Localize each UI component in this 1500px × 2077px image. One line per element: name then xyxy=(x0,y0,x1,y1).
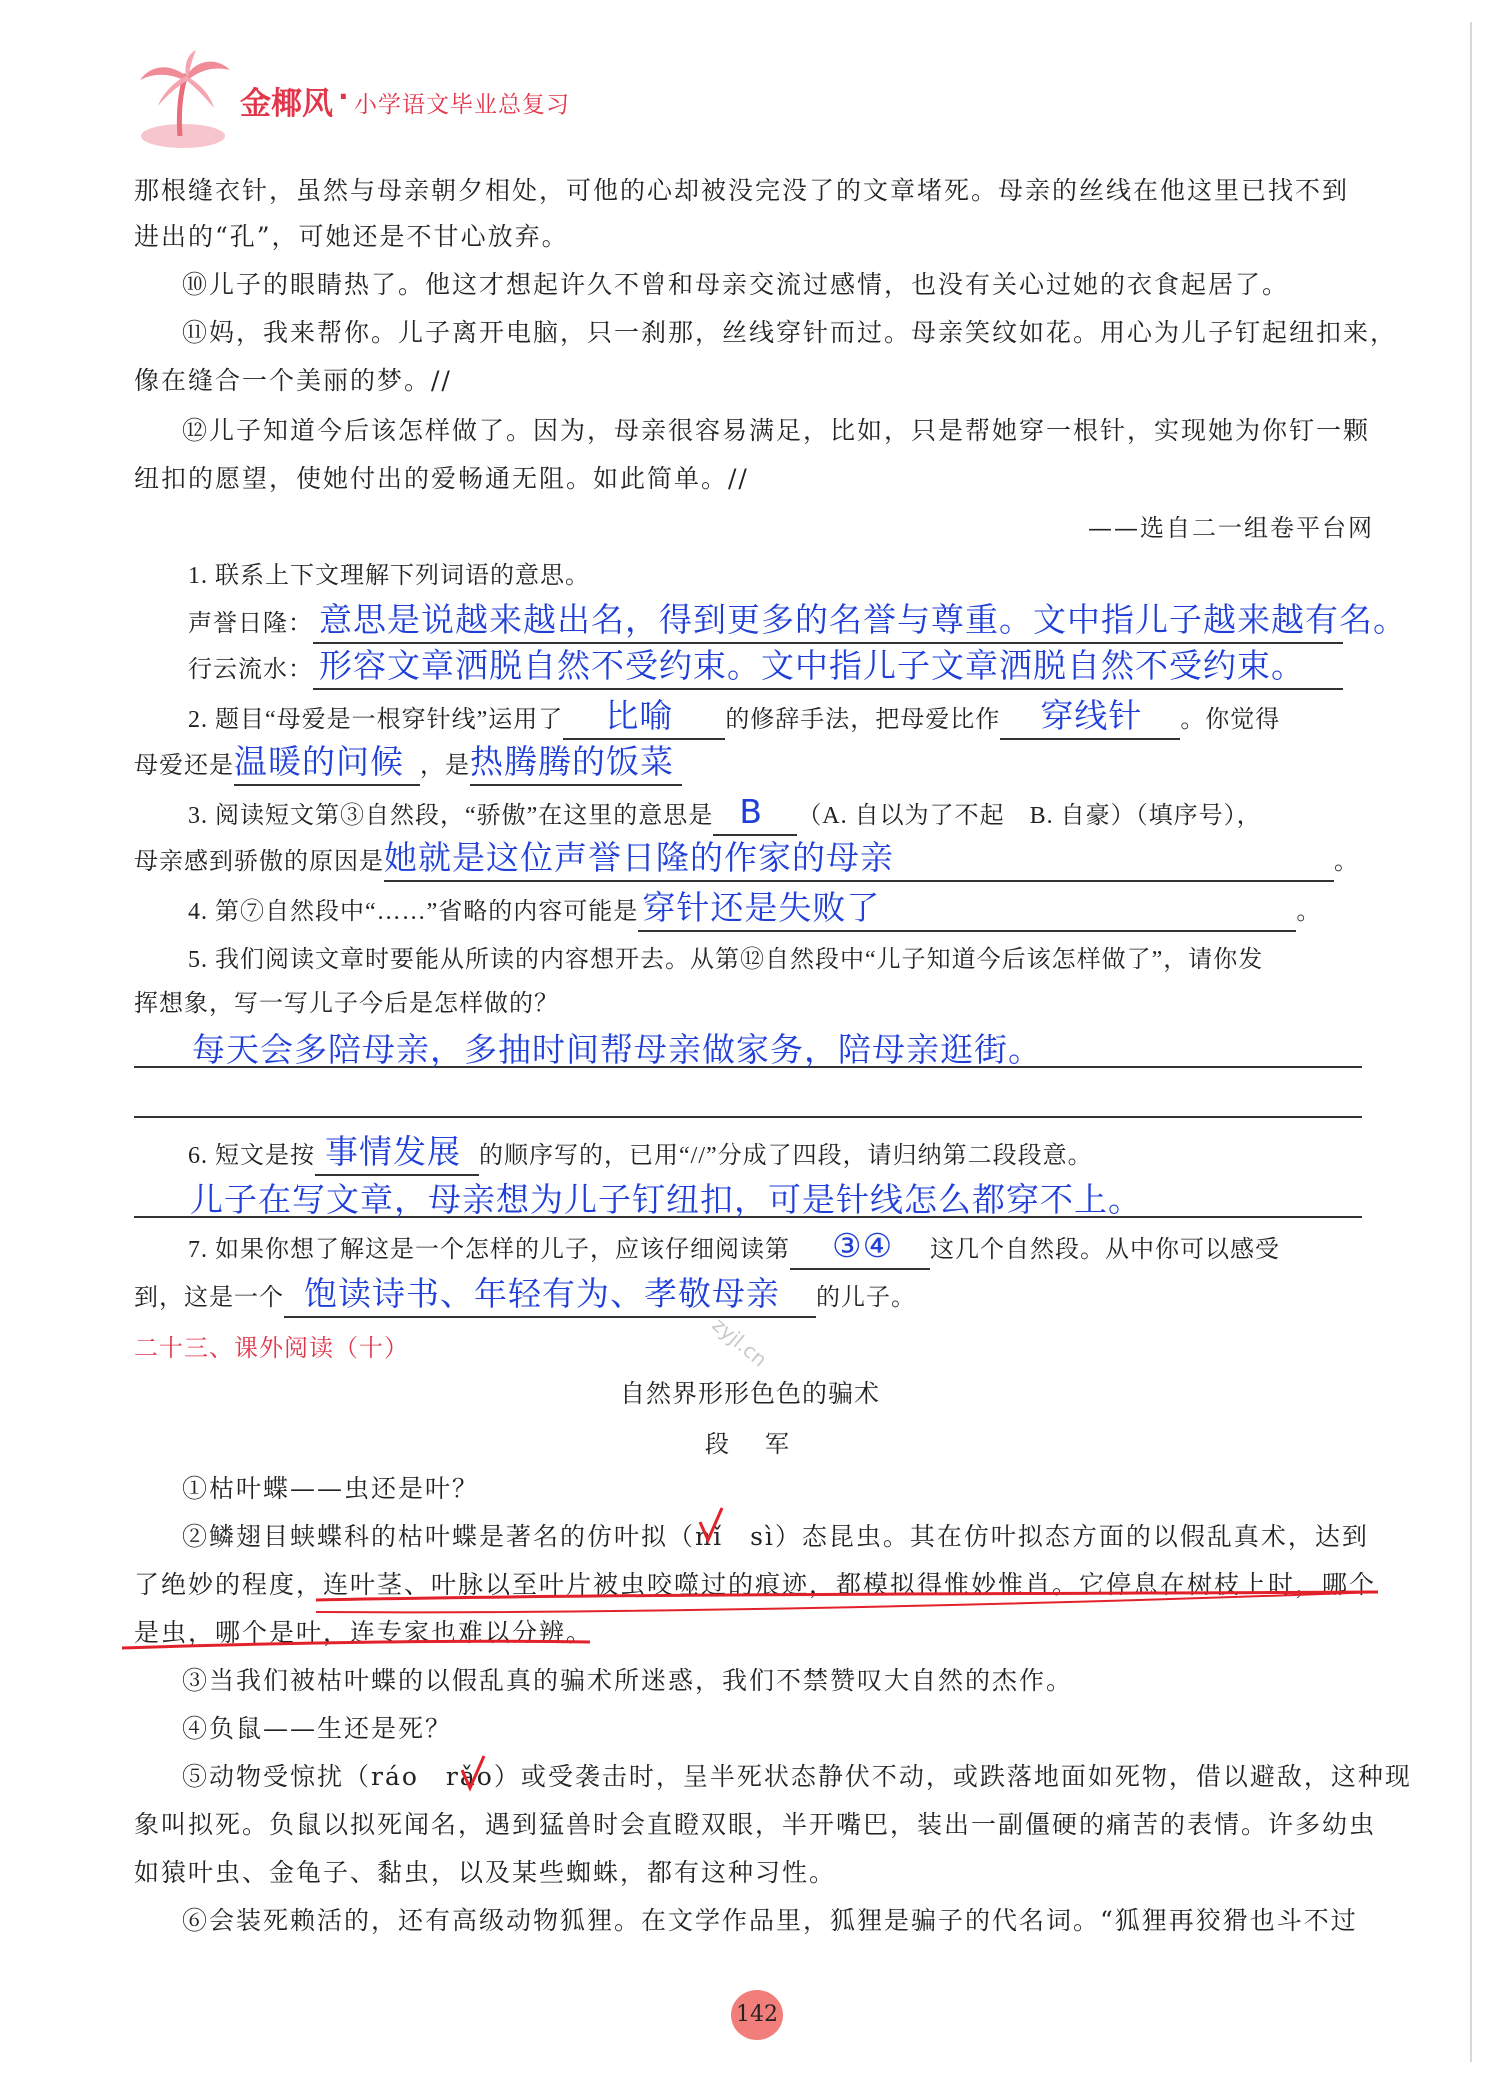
q7-blank-2[interactable] xyxy=(284,1276,816,1318)
q4-text-1: 4. 第⑦自然段中“……”省略的内容可能是 xyxy=(188,899,639,925)
passage1-line-4: ⑪妈，我来帮你。儿子离开电脑，只一刹那，丝线穿针而过。母亲笑纹如花。用心为儿子钉起纽扣来， xyxy=(182,318,1398,347)
q1-blank-b[interactable] xyxy=(313,648,1343,690)
q1-label-b: 行云流水： xyxy=(188,657,313,683)
q6-row-1 xyxy=(188,1134,1093,1176)
header xyxy=(128,50,668,150)
q3-answer-2: 她就是这位声誉日隆的作家的母亲 xyxy=(384,838,894,877)
q5-answer: 每天会多陪母亲，多抽时间帮母亲做家务，陪母亲逛街。 xyxy=(192,1030,1042,1069)
q2-row-1 xyxy=(188,698,1280,740)
q1-stem: 1. 联系上下文理解下列词语的意思。 xyxy=(188,563,590,589)
q4-answer: 穿针还是失败了 xyxy=(642,888,881,927)
q2-blank-2[interactable] xyxy=(1000,698,1180,740)
q6-answer-1: 事情发展 xyxy=(325,1132,461,1171)
q2-answer-1: 比喻 xyxy=(605,696,674,735)
passage2-line-9: 如猿叶虫、金龟子、黏虫，以及某些蜘蛛，都有这种习性。 xyxy=(134,1858,837,1887)
q4-blank[interactable] xyxy=(638,890,1296,932)
article-title: 自然界形形色色的骗术 xyxy=(619,1379,880,1408)
q7-row-2 xyxy=(134,1276,916,1318)
q3-answer-1: B xyxy=(739,792,763,831)
q6-text-2: 的顺序写的，已用“//”分成了四段，请归纳第二段段意。 xyxy=(479,1143,1093,1169)
q1-answer-b: 形容文章洒脱自然不受约束。文中指儿子文章洒脱自然不受约束。 xyxy=(319,646,1305,685)
q1-label-a: 声誉日隆： xyxy=(188,611,313,637)
passage2-line-3: 了绝妙的程度，连叶茎、叶脉以至叶片被虫咬噬过的痕迹，都模拟得惟妙惟肖。它停息在树枝上时，哪个 xyxy=(134,1570,1377,1599)
q3-text-2: （A. 自以为了不起 B. 自豪）（填序号）， xyxy=(797,803,1262,829)
header-subtitle: 小学语文毕业总复习 xyxy=(354,92,570,118)
q2-blank-1[interactable] xyxy=(563,698,725,740)
q7-text-1: 7. 如果你想了解这是一个怎样的儿子，应该仔细阅读第 xyxy=(188,1237,790,1263)
q2-answer-2: 穿线针 xyxy=(1040,696,1143,735)
q6-blank-1[interactable] xyxy=(315,1134,479,1176)
q2-blank-4[interactable] xyxy=(470,744,682,786)
article-author: 段 军 xyxy=(705,1430,795,1458)
q2-blank-3[interactable] xyxy=(234,744,420,786)
q2-text-3: 。你觉得 xyxy=(1180,707,1281,733)
passage2-line-2: ②鳞翅目蛱蝶科的枯叶蝶是著名的仿叶拟（nǐ sì）态昆虫。其在仿叶拟态方面的以假乱真术，达到 xyxy=(182,1522,1369,1551)
passage2-line-1: ①枯叶蝶——虫还是叶？ xyxy=(182,1474,480,1503)
q6-text-1: 6. 短文是按 xyxy=(188,1143,315,1169)
q3-row-1 xyxy=(188,794,1262,836)
passage2-line-6: ④负鼠——生还是死？ xyxy=(182,1714,453,1743)
q3-row-2 xyxy=(134,840,1359,882)
passage1-line-2: 进出的“孔”，可她还是不甘心放弃。 xyxy=(134,222,569,251)
brand-dot: · xyxy=(338,80,349,113)
q7-blank-1[interactable] xyxy=(790,1228,930,1270)
q1-blank-a[interactable] xyxy=(313,600,1407,644)
passage1-line-5: 像在缝合一个美丽的梦。// xyxy=(134,366,452,395)
q7-text-3: 到，这是一个 xyxy=(134,1285,284,1311)
passage2-line-5: ③当我们被枯叶蝶的以假乱真的骗术所迷惑，我们不禁赞叹大自然的杰作。 xyxy=(182,1666,1074,1695)
passage1-line-7: 纽扣的愿望，使她付出的爱畅通无阻。如此简单。// xyxy=(134,464,749,493)
q4-text-2: 。 xyxy=(1296,899,1322,925)
passage1-line-3: ⑩儿子的眼睛热了。他这才想起许久不曾和母亲交流过感情，也没有关心过她的衣食起居了。 xyxy=(182,270,1290,299)
section-heading: 二十三、课外阅读（十） xyxy=(134,1334,409,1362)
q7-text-2: 这几个自然段。从中你可以感受 xyxy=(930,1237,1280,1263)
q4-row xyxy=(188,890,1321,932)
q1-row-b xyxy=(188,648,1343,690)
q2-text-4: 母爱还是 xyxy=(134,753,234,779)
q2-text-5: ，是 xyxy=(420,753,470,779)
passage1-line-6: ⑫儿子知道今后该怎样做了。因为，母亲很容易满足，比如，只是帮她穿一根针，实现她为你钉一颗 xyxy=(182,416,1371,445)
q2-row-2 xyxy=(134,744,682,786)
q2-text-1: 2. 题目“母爱是一根穿针线”运用了 xyxy=(188,707,564,733)
q5-answer-line-2[interactable] xyxy=(134,1116,1362,1118)
q2-text-2: 的修辞手法，把母爱比作 xyxy=(725,707,1001,733)
passage2-line-8: 象叫拟死。负鼠以拟死闻名，遇到猛兽时会直瞪双眼，半开嘴巴，装出一副僵硬的痛苦的表情。许多幼虫 xyxy=(134,1810,1377,1839)
q1-row-a xyxy=(188,600,1407,644)
q3-blank-2[interactable] xyxy=(384,840,1334,882)
page-edge xyxy=(1470,22,1482,2062)
q5-stem-1: 5. 我们阅读文章时要能从所读的内容想开去。从第⑫自然段中“儿子知道今后该怎样做了”，请你发 xyxy=(188,947,1264,973)
q3-text-3: 母亲感到骄傲的原因是 xyxy=(134,849,384,875)
passage1-line-1: 那根缝衣针，虽然与母亲朝夕相处，可他的心却被没完没了的文章堵死。母亲的丝线在他这里已找不到 xyxy=(134,176,1350,205)
q3-text-1: 3. 阅读短文第③自然段，“骄傲”在这里的意思是 xyxy=(188,803,714,829)
source-citation: ——选自二一组卷平台网 xyxy=(1088,514,1374,542)
q1-answer-a: 意思是说越来越出名，得到更多的名誉与尊重。文中指儿子越来越有名。 xyxy=(319,600,1407,639)
brand-name: 金椰风 xyxy=(240,86,333,122)
q3-blank-1[interactable] xyxy=(713,794,797,836)
q7-answer-1: ③④ xyxy=(832,1226,894,1265)
q3-text-4: 。 xyxy=(1334,849,1359,875)
passage2-line-4: 是虫，哪个是叶，连专家也难以分辨。 xyxy=(134,1618,594,1647)
q2-answer-4: 热腾腾的饭菜 xyxy=(470,742,674,781)
q7-answer-2: 饱读诗书、年轻有为、孝敬母亲 xyxy=(304,1274,780,1313)
q7-text-4: 的儿子。 xyxy=(816,1285,916,1311)
page-number: 142 xyxy=(736,2002,778,2027)
q6-answer-2: 儿子在写文章，母亲想为儿子钉纽扣，可是针线怎么都穿不上。 xyxy=(190,1180,1142,1219)
watermark: zyjl.cn xyxy=(707,1312,772,1372)
passage2-line-7: ⑤动物受惊扰（ráo rǎo）或受袭击时，呈半死状态静伏不动，或跌落地面如死物，借以避敌，这种现 xyxy=(182,1762,1412,1791)
palm-tree-logo-icon xyxy=(128,50,238,150)
q5-stem-2: 挥想象，写一写儿子今后是怎样做的？ xyxy=(134,991,559,1017)
q2-answer-3: 温暖的问候 xyxy=(234,742,404,781)
passage2-line-10: ⑥会装死赖活的，还有高级动物狐狸。在文学作品里，狐狸是骗子的代名词。“狐狸再狡猾也斗不过 xyxy=(182,1906,1358,1935)
q7-row-1 xyxy=(188,1228,1280,1270)
